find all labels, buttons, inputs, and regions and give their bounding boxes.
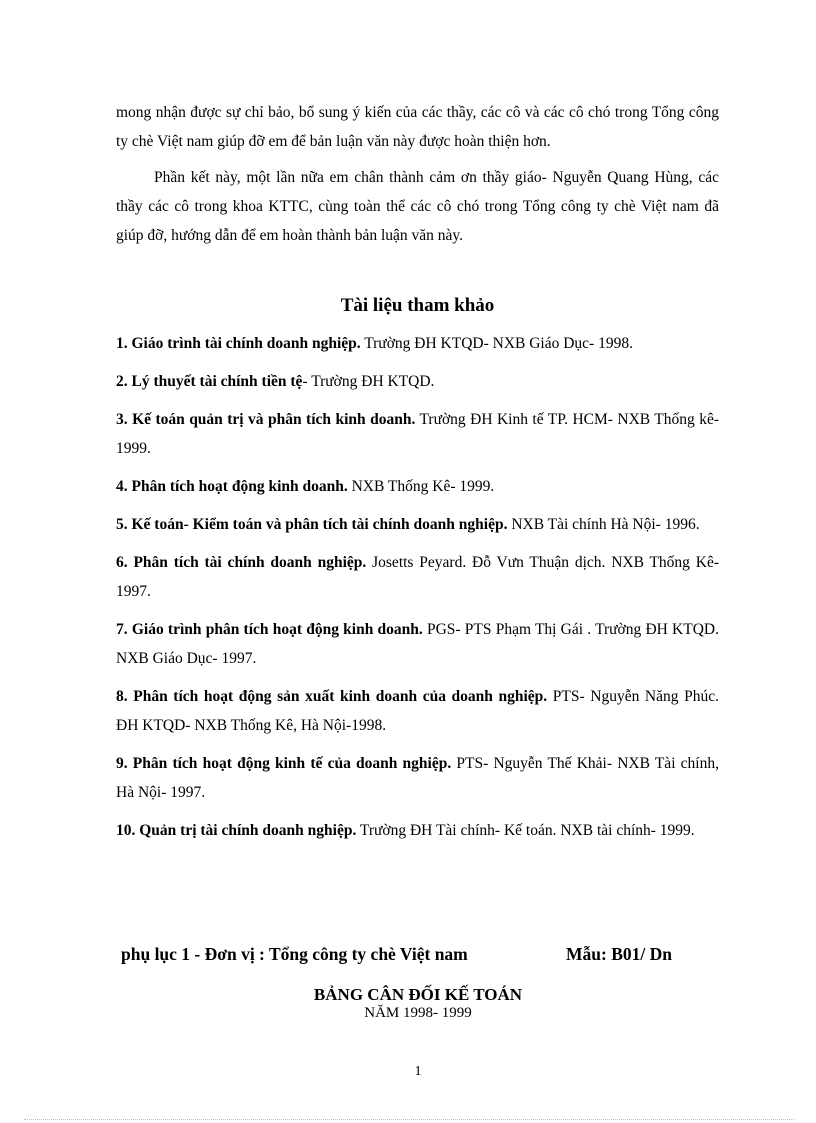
reference-title: 9. Phân tích hoạt động kinh tế của doanh nghiệp. (116, 755, 452, 772)
page-bottom-divider (24, 1119, 794, 1120)
paragraph-acknowledgement-end: mong nhận được sự chỉ bảo, bổ sung ý kiến của các thầy, các cô và các cô chó trong Tổng công ty chè Việt nam giúp đỡ em để bản luận văn này được hoàn thiện hơn. (116, 104, 719, 150)
reference-item (116, 816, 719, 845)
reference-title: 3. Kế toán quản trị và phân tích kinh doanh. (116, 411, 416, 428)
references-list (116, 329, 719, 854)
reference-details: PGS- PTS Phạm Thị Gái . Trường ĐH KTQD. NXB Giáo Dục- 1997. (116, 621, 719, 667)
reference-item (116, 749, 719, 807)
reference-item (116, 329, 719, 358)
references-title: Tài liệu tham khảo (340, 295, 495, 316)
reference-item (116, 548, 719, 606)
reference-details: PTS- Nguyễn Năng Phúc. ĐH KTQD- NXB Thống Kê, Hà Nội-1998. (116, 688, 719, 734)
reference-title: 5. Kế toán- Kiểm toán và phân tích tài chính doanh nghiệp. (116, 516, 508, 533)
reference-details: PTS- Nguyễn Thế Khải- NXB Tài chính, Hà Nội- 1997. (116, 755, 719, 801)
reference-item (116, 405, 719, 463)
form-code: Mẫu: B01/ Dn (566, 944, 672, 964)
reference-item (116, 510, 719, 539)
reference-item (116, 682, 719, 740)
appendix-header (121, 944, 721, 965)
reference-title: 7. Giáo trình phân tích hoạt động kinh doanh. (116, 621, 423, 638)
reference-item (116, 615, 719, 673)
reference-title: 8. Phân tích hoạt động sản xuất kinh doanh của doanh nghiệp. (116, 688, 548, 705)
reference-title: 10. Quản trị tài chính doanh nghiệp. (116, 822, 357, 839)
reference-details: NXB Tài chính Hà Nội- 1996. (507, 516, 700, 533)
appendix-unit: phụ lục 1 - Đơn vị : Tổng công ty chè Việt nam (121, 944, 468, 964)
reference-details: NXB Thống Kê- 1999. (347, 478, 495, 495)
reference-title: 1. Giáo trình tài chính doanh nghiệp. (116, 335, 361, 352)
reference-item (116, 472, 719, 501)
reference-details: - Trường ĐH KTQD. (302, 373, 435, 390)
paragraph-thanks: Phần kết này, một lần nữa em chân thành cảm ơn thầy giáo- Nguyễn Quang Hùng, các thầy các cô trong khoa KTTC, cùng toàn thể các cô chó trong Tổng công ty chè Việt nam đã giúp đỡ, hướng dẫn để em hoàn thành bản luận văn này. (116, 169, 719, 244)
page-number: 1 (414, 1064, 422, 1079)
balance-sheet-title: BẢNG CÂN ĐỐI KẾ TOÁN (313, 985, 523, 1004)
reference-title: 4. Phân tích hoạt động kinh doanh. (116, 478, 348, 495)
reference-title: 6. Phân tích tài chính doanh nghiệp. (116, 554, 367, 571)
reference-details: Trường ĐH Kinh tế TP. HCM- NXB Thống kê- 1999. (116, 411, 719, 457)
reference-details: Josetts Peyard. Đỗ Vưn Thuận dịch. NXB Thống Kê- 1997. (116, 554, 719, 600)
reference-item (116, 367, 719, 396)
reference-details: Trường ĐH KTQD- NXB Giáo Dục- 1998. (360, 335, 633, 352)
reference-details: Trường ĐH Tài chính- Kế toán. NXB tài chính- 1999. (356, 822, 695, 839)
reference-title: 2. Lý thuyết tài chính tiền tệ (116, 373, 303, 390)
balance-sheet-year: NĂM 1998- 1999 (364, 1005, 472, 1021)
